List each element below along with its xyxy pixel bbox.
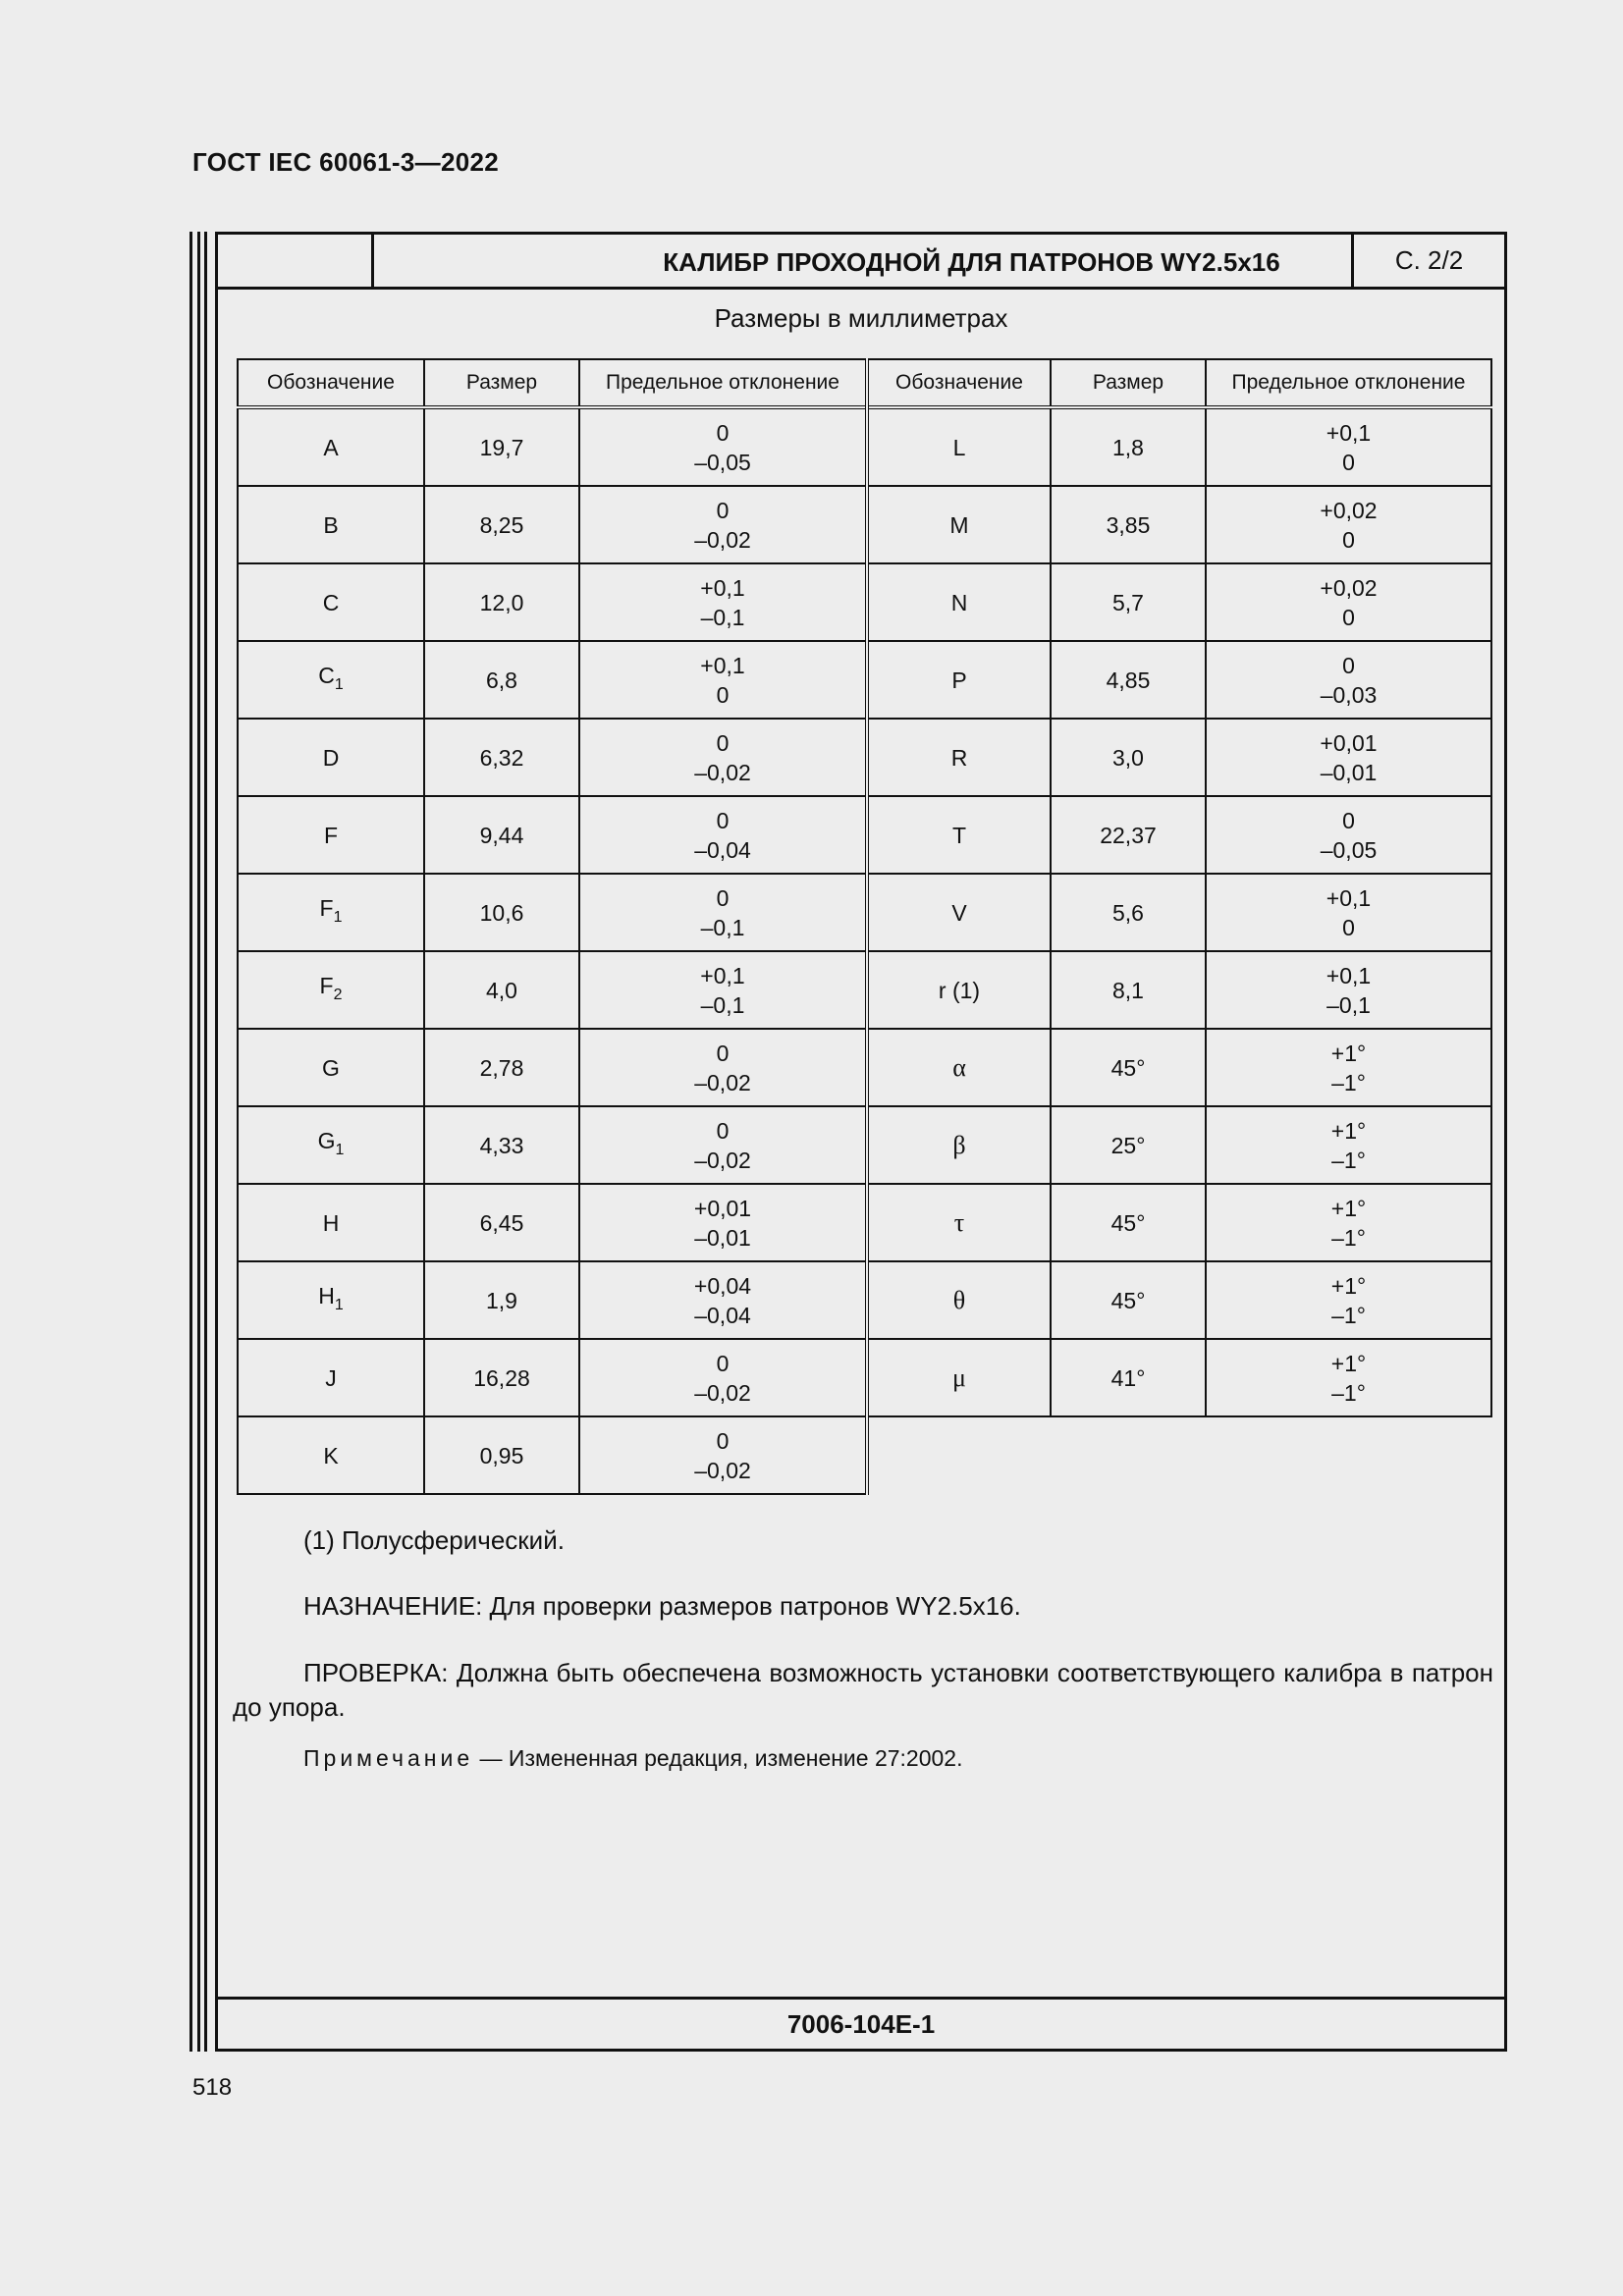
size-cell: 1,8 <box>1051 407 1206 486</box>
symbol-cell <box>238 1261 424 1339</box>
symbol-text: K <box>323 1442 339 1468</box>
symbol-text: L <box>952 434 966 460</box>
units-caption: Размеры в миллиметрах <box>714 303 1008 333</box>
upper-deviation: 0 <box>716 807 730 833</box>
upper-deviation: +0,04 <box>693 1272 752 1299</box>
deviation-cell <box>579 796 867 874</box>
symbol-subscript: 1 <box>335 1141 345 1158</box>
size-cell: 41° <box>1051 1339 1206 1416</box>
deviation-cell <box>579 563 867 641</box>
table-row <box>238 486 1491 563</box>
lower-deviation: 0 <box>716 681 730 708</box>
deviation-cell <box>579 1184 867 1261</box>
symbol-cell <box>238 1184 424 1261</box>
deviation-cell <box>579 1416 867 1494</box>
lower-deviation: –0,01 <box>694 1224 751 1251</box>
size-cell: 10,6 <box>424 874 579 951</box>
upper-deviation: +0,1 <box>1325 962 1372 988</box>
deviation-cell <box>1206 1106 1491 1184</box>
upper-deviation: +0,1 <box>700 574 745 601</box>
symbol-text: G <box>317 1127 336 1153</box>
deviation-cell <box>579 1261 867 1339</box>
symbol-text: μ <box>952 1362 966 1392</box>
table-row <box>238 641 1491 719</box>
lower-deviation: 0 <box>1342 449 1355 475</box>
deviation-cell <box>1206 1029 1491 1106</box>
symbol-cell <box>867 1261 1051 1339</box>
purpose-text: НАЗНАЧЕНИЕ: Для проверки размеров патронов WY2.5x16. <box>303 1591 1021 1621</box>
sheet-number: С. 2/2 <box>1351 235 1504 287</box>
symbol-text: V <box>951 899 967 926</box>
symbol-text: D <box>322 744 340 771</box>
page-number: 518 <box>192 2074 233 2101</box>
size-cell: 3,0 <box>1051 719 1206 796</box>
deviation-cell <box>1206 796 1491 874</box>
lower-deviation: –1° <box>1331 1224 1366 1251</box>
symbol-cell <box>867 1184 1051 1261</box>
symbol-cell <box>867 796 1051 874</box>
lower-deviation: –1° <box>1331 1379 1366 1406</box>
size-cell: 45° <box>1051 1261 1206 1339</box>
symbol-cell <box>867 719 1051 796</box>
symbol-cell <box>238 719 424 796</box>
lower-deviation: –0,01 <box>1320 759 1378 785</box>
upper-deviation: +0,01 <box>1320 729 1378 756</box>
size-cell: 2,78 <box>424 1029 579 1106</box>
table-row <box>238 951 1491 1029</box>
margin-rule <box>204 232 207 2052</box>
note-label: Примечание <box>303 1745 474 1771</box>
symbol-cell <box>867 563 1051 641</box>
symbol-text: F <box>319 972 334 998</box>
upper-deviation: 0 <box>716 1040 730 1066</box>
symbol-cell <box>238 1416 424 1494</box>
deviation-cell <box>1206 486 1491 563</box>
column-header: Размер <box>1051 359 1206 407</box>
symbol-text: θ <box>952 1285 966 1314</box>
upper-deviation: 0 <box>716 729 730 756</box>
symbol-cell <box>867 951 1051 1029</box>
footnote: (1) Полусферический. <box>303 1525 565 1555</box>
deviation-cell <box>579 1029 867 1106</box>
lower-deviation: 0 <box>1342 914 1355 940</box>
symbol-subscript: 2 <box>333 986 343 1003</box>
upper-deviation: 0 <box>716 1117 730 1144</box>
size-cell: 5,6 <box>1051 874 1206 951</box>
deviation-cell <box>579 874 867 951</box>
upper-deviation: +1° <box>1330 1272 1367 1299</box>
lower-deviation: –0,02 <box>694 1379 751 1406</box>
symbol-text: M <box>949 511 969 538</box>
symbol-cell <box>238 796 424 874</box>
size-cell: 8,1 <box>1051 951 1206 1029</box>
table-row <box>238 1184 1491 1261</box>
lower-deviation: –1° <box>1331 1069 1366 1095</box>
symbol-cell <box>867 1339 1051 1416</box>
upper-deviation: +1° <box>1330 1040 1367 1066</box>
upper-deviation: 0 <box>716 419 730 446</box>
table-row <box>238 874 1491 951</box>
upper-deviation: 0 <box>716 1427 730 1454</box>
symbol-text: H <box>318 1282 335 1308</box>
lower-deviation: –0,04 <box>694 836 751 863</box>
lower-deviation: –0,03 <box>1320 681 1378 708</box>
deviation-cell <box>1206 407 1491 486</box>
drawing-code: 7006-104E-1 <box>218 1997 1504 2049</box>
symbol-cell <box>867 641 1051 719</box>
table-row <box>238 407 1491 486</box>
symbol-cell <box>238 874 424 951</box>
lower-deviation: –0,02 <box>694 1457 751 1483</box>
symbol-cell <box>238 563 424 641</box>
symbol-text: τ <box>953 1207 965 1237</box>
deviation-cell <box>579 1339 867 1416</box>
lower-deviation: 0 <box>1342 526 1355 553</box>
table-header-row <box>238 359 1491 407</box>
deviation-cell <box>1206 1339 1491 1416</box>
lower-deviation: –0,1 <box>1326 991 1371 1018</box>
title-block <box>218 235 1504 290</box>
symbol-cell <box>867 486 1051 563</box>
upper-deviation: 0 <box>1342 807 1355 833</box>
size-cell: 45° <box>1051 1184 1206 1261</box>
lower-deviation: –0,02 <box>694 526 751 553</box>
deviation-cell <box>579 641 867 719</box>
symbol-cell <box>238 407 424 486</box>
upper-deviation: +0,02 <box>1320 497 1378 523</box>
lower-deviation: 0 <box>1342 604 1355 630</box>
size-cell: 25° <box>1051 1106 1206 1184</box>
lower-deviation: –0,1 <box>700 991 745 1018</box>
table-row <box>238 1261 1491 1339</box>
symbol-subscript: 1 <box>334 675 344 693</box>
size-cell: 6,45 <box>424 1184 579 1261</box>
upper-deviation: 0 <box>716 884 730 911</box>
symbol-cell <box>238 486 424 563</box>
table-row <box>238 796 1491 874</box>
symbol-text: N <box>950 589 968 615</box>
symbol-text: C <box>318 662 335 688</box>
size-cell: 1,9 <box>424 1261 579 1339</box>
upper-deviation: +0,1 <box>700 962 745 988</box>
lower-deviation: –1° <box>1331 1147 1366 1173</box>
size-cell: 8,25 <box>424 486 579 563</box>
symbol-subscript: 1 <box>334 1296 344 1313</box>
symbol-subscript: 1 <box>333 908 343 926</box>
deviation-cell <box>579 1106 867 1184</box>
size-cell: 6,32 <box>424 719 579 796</box>
size-cell: 3,85 <box>1051 486 1206 563</box>
upper-deviation: +1° <box>1330 1350 1367 1376</box>
table-row <box>238 719 1491 796</box>
symbol-cell <box>238 641 424 719</box>
deviation-cell <box>579 719 867 796</box>
document-header: ГОСТ IEC 60061-3—2022 <box>192 147 499 177</box>
symbol-cell <box>238 951 424 1029</box>
upper-deviation: 0 <box>716 1350 730 1376</box>
size-cell: 6,8 <box>424 641 579 719</box>
lower-deviation: –0,04 <box>694 1302 751 1328</box>
symbol-text: r (1) <box>938 977 981 1003</box>
symbol-cell <box>867 1106 1051 1184</box>
column-header: Размер <box>424 359 579 407</box>
symbol-cell <box>867 407 1051 486</box>
upper-deviation: +0,01 <box>693 1195 752 1221</box>
symbol-cell <box>867 1029 1051 1106</box>
upper-deviation: +1° <box>1330 1117 1367 1144</box>
note-text: — Измененная редакция, изменение 27:2002. <box>473 1745 963 1771</box>
column-header: Предельное отклонение <box>1206 359 1491 407</box>
symbol-text: α <box>952 1052 966 1082</box>
title-blank-cell <box>218 235 374 287</box>
size-cell: 16,28 <box>424 1339 579 1416</box>
size-cell: 5,7 <box>1051 563 1206 641</box>
empty-cell <box>867 1416 1491 1494</box>
table-row <box>238 1106 1491 1184</box>
deviation-cell <box>1206 951 1491 1029</box>
size-cell: 4,33 <box>424 1106 579 1184</box>
lower-deviation: –0,02 <box>694 759 751 785</box>
symbol-text: F <box>319 894 334 921</box>
upper-deviation: 0 <box>716 497 730 523</box>
table-row <box>238 1029 1491 1106</box>
symbol-text: H <box>322 1209 340 1236</box>
margin-rule <box>189 232 192 2052</box>
column-header: Предельное отклонение <box>579 359 867 407</box>
note <box>303 1745 963 1772</box>
deviation-cell <box>579 486 867 563</box>
symbol-text: A <box>323 434 339 460</box>
deviation-cell <box>579 407 867 486</box>
upper-deviation: 0 <box>1342 652 1355 678</box>
size-cell: 4,0 <box>424 951 579 1029</box>
column-header: Обозначение <box>867 359 1051 407</box>
lower-deviation: –0,1 <box>700 914 745 940</box>
deviation-cell <box>1206 874 1491 951</box>
dimensions-table-wrap <box>237 358 1492 1495</box>
deviation-cell <box>1206 563 1491 641</box>
size-cell: 9,44 <box>424 796 579 874</box>
symbol-cell <box>238 1339 424 1416</box>
symbol-text: β <box>952 1130 966 1159</box>
lower-deviation: –0,1 <box>700 604 745 630</box>
drawing-title: КАЛИБР ПРОХОДНОЙ ДЛЯ ПАТРОНОВ WY2.5x16 <box>663 247 1280 277</box>
deviation-cell <box>1206 719 1491 796</box>
deviation-cell <box>579 951 867 1029</box>
dimensions-table <box>237 358 1492 1495</box>
symbol-cell <box>238 1029 424 1106</box>
margin-rule <box>197 232 200 2052</box>
deviation-cell <box>1206 1184 1491 1261</box>
upper-deviation: +0,02 <box>1320 574 1378 601</box>
table-row <box>238 1339 1491 1416</box>
size-cell: 19,7 <box>424 407 579 486</box>
lower-deviation: –1° <box>1331 1302 1366 1328</box>
symbol-text: B <box>323 511 339 538</box>
drawing-frame <box>215 232 1507 2052</box>
symbol-text: G <box>322 1054 340 1081</box>
symbol-text: F <box>323 822 339 848</box>
deviation-cell <box>1206 1261 1491 1339</box>
lower-deviation: –0,05 <box>1320 836 1378 863</box>
lower-deviation: –0,02 <box>694 1147 751 1173</box>
table-row <box>238 1416 1491 1494</box>
symbol-text: R <box>950 744 968 771</box>
size-cell: 22,37 <box>1051 796 1206 874</box>
symbol-text: P <box>951 667 967 693</box>
upper-deviation: +0,1 <box>700 652 745 678</box>
symbol-text: C <box>322 589 340 615</box>
size-cell: 4,85 <box>1051 641 1206 719</box>
symbol-cell <box>867 874 1051 951</box>
deviation-cell <box>1206 641 1491 719</box>
symbol-text: T <box>951 822 967 848</box>
size-cell: 12,0 <box>424 563 579 641</box>
size-cell: 45° <box>1051 1029 1206 1106</box>
upper-deviation: +0,1 <box>1325 419 1372 446</box>
upper-deviation: +0,1 <box>1325 884 1372 911</box>
lower-deviation: –0,05 <box>694 449 751 475</box>
lower-deviation: –0,02 <box>694 1069 751 1095</box>
column-header: Обозначение <box>238 359 424 407</box>
table-row <box>238 563 1491 641</box>
symbol-text: J <box>325 1364 337 1391</box>
symbol-cell <box>238 1106 424 1184</box>
size-cell: 0,95 <box>424 1416 579 1494</box>
upper-deviation: +1° <box>1330 1195 1367 1221</box>
check-text: ПРОВЕРКА: Должна быть обеспечена возможность установки соответствующего калибра в патрон до упора. <box>233 1658 1493 1722</box>
